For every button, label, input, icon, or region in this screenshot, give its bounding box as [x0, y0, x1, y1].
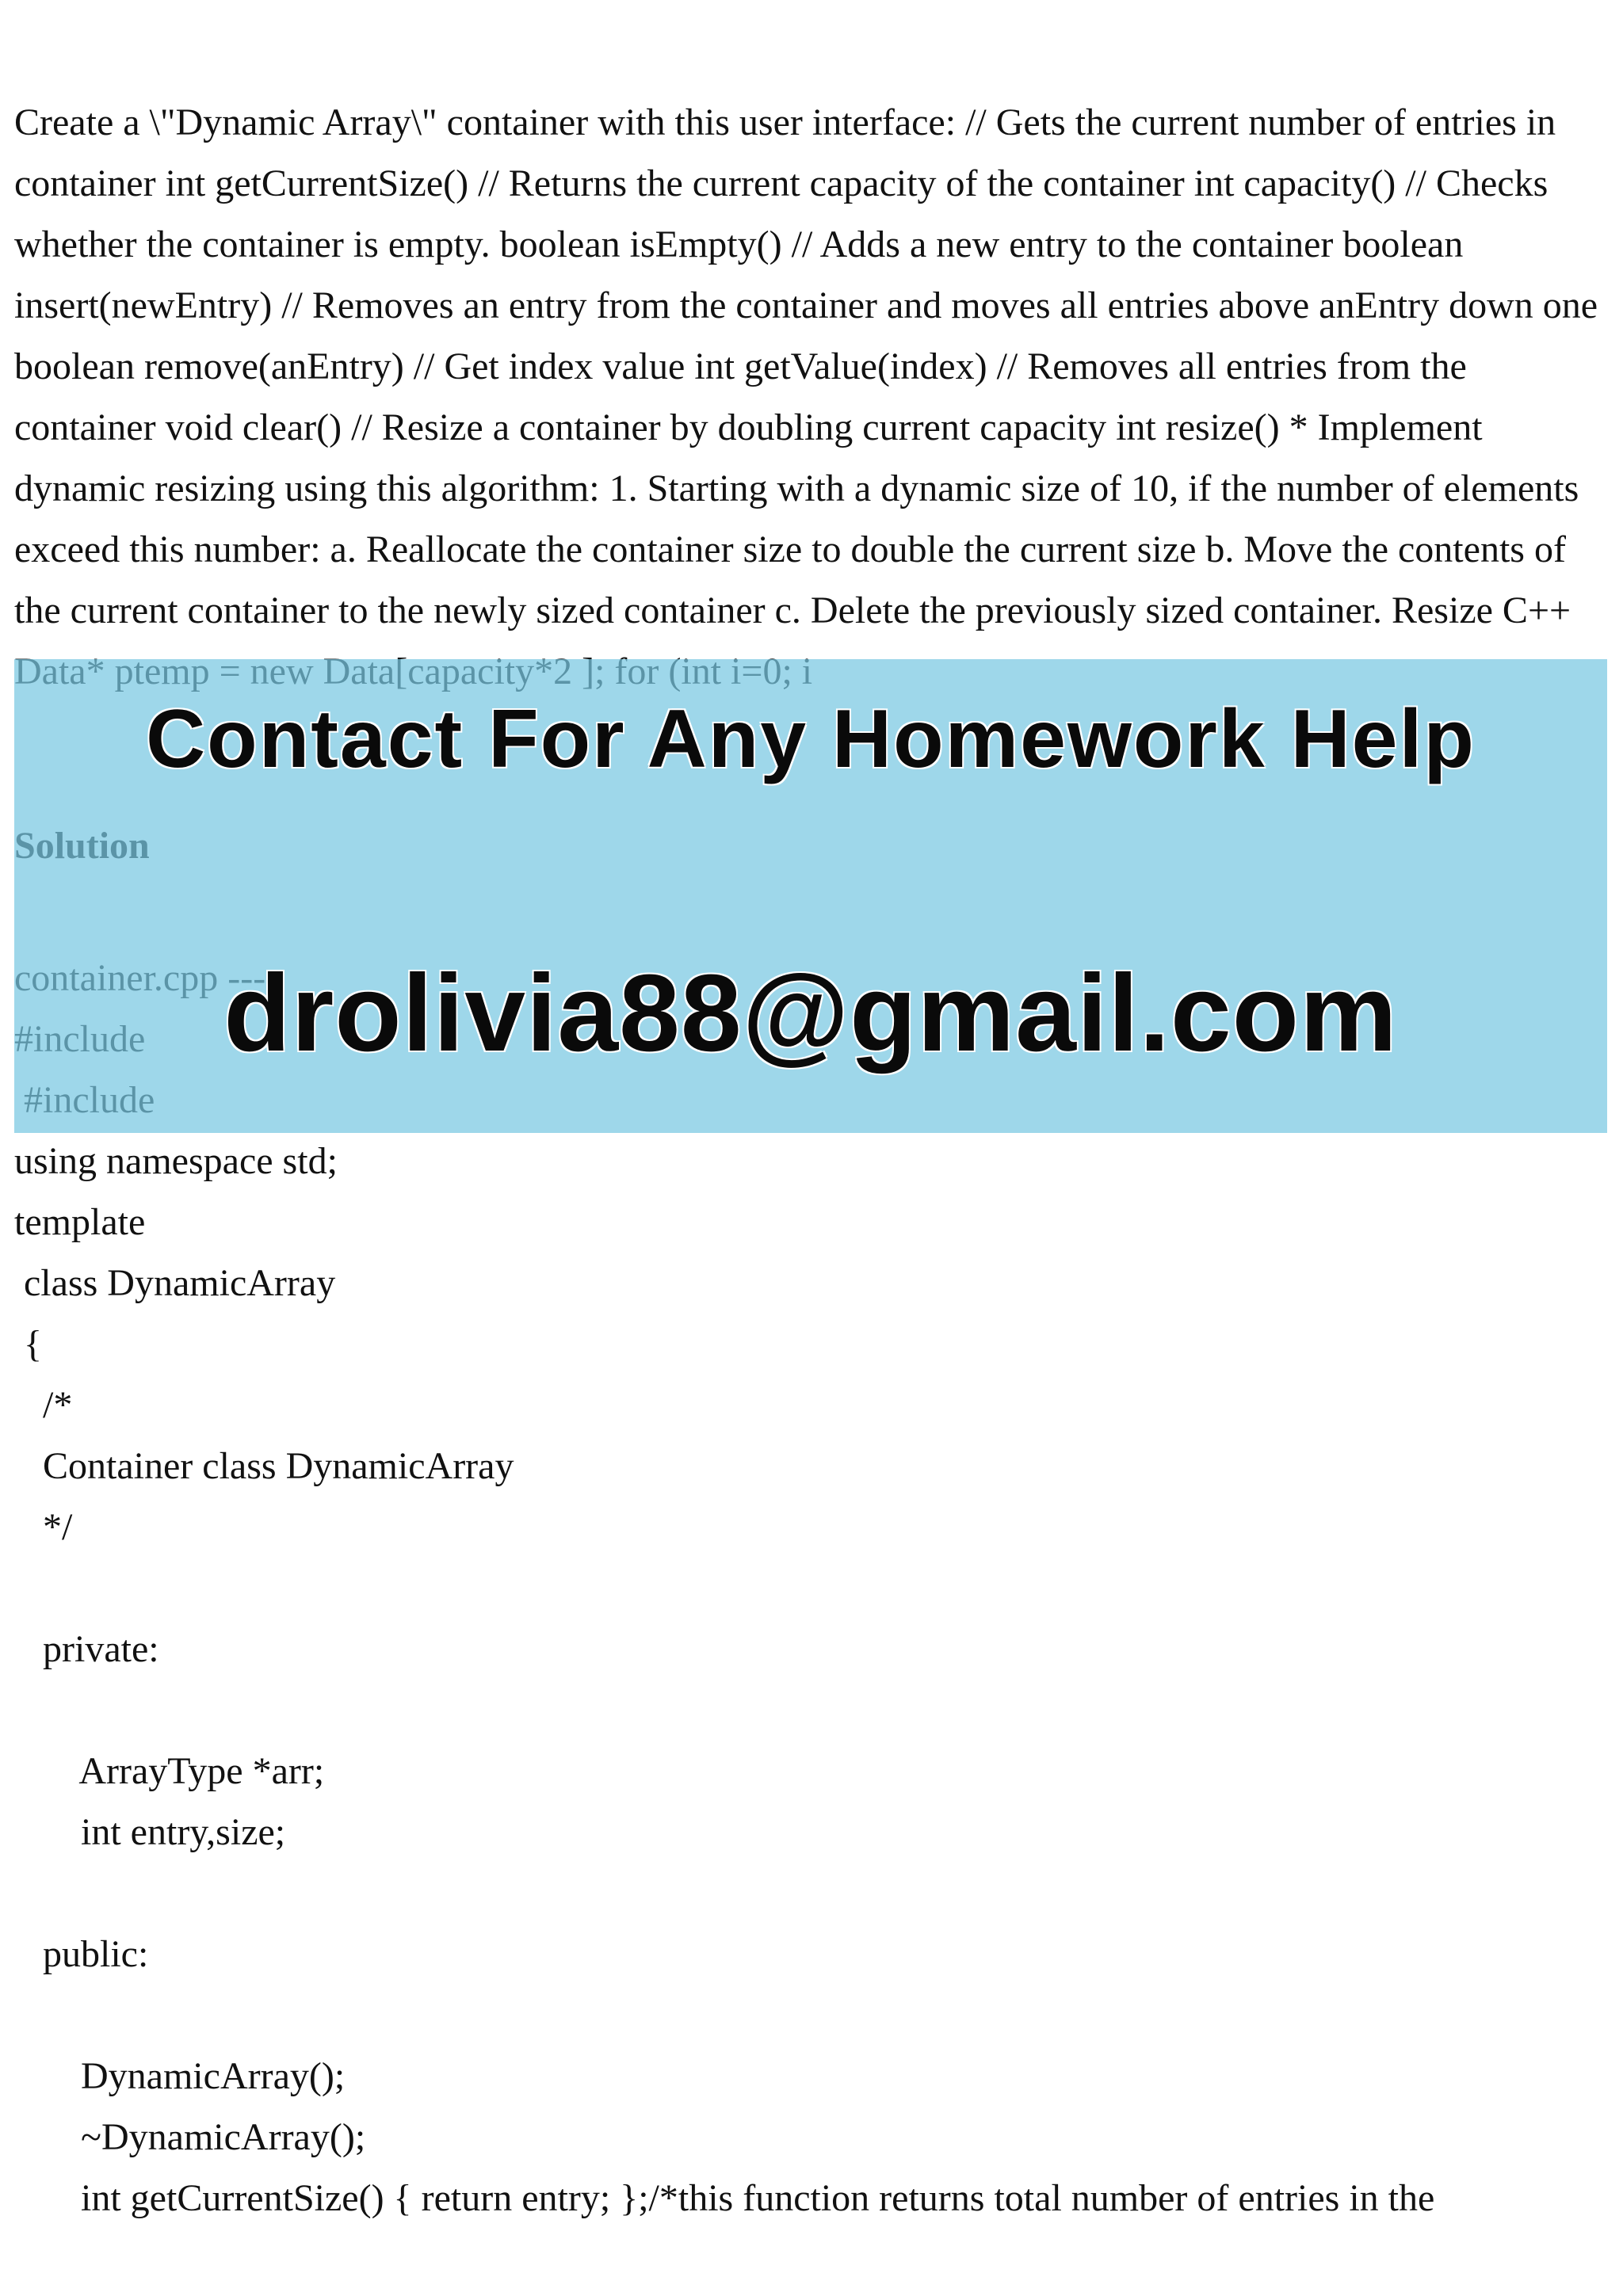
watermark-banner — [14, 659, 1607, 1133]
question-text: Create a \"Dynamic Array\" container with this user interface: // Gets the current number of entries in container int getCurrentSize() // Returns the current capacity of the container int capacity() // Checks whether the container is empty. boolean isEmpty() // Adds a new entry to the container boolean insert(newEntry) // Removes an entry from the container and moves all entries above anEntry down one boolean remove(anEntry) // Get index value int getValue(index) // Removes all entries from the container void clear() // Resize a container by doubling current capacity int resize() * Implement dynamic resizing using this algorithm: 1. Starting with a dynamic size of 10, if the number of elements exceed this number: a. Reallocate the container size to double the current size b. Move the contents of the current container to the newly sized container c. Delete the previously sized container. Resize C++ — [14, 101, 1598, 631]
watermark-contact-text: Contact For Any Homework Help — [146, 693, 1476, 785]
watermark-email-text: drolivia88@gmail.com — [223, 952, 1398, 1074]
solution-code: using namespace std; template class DynamicArray { /* Container class DynamicArray */ private: ArrayType *arr; int entry,size; public: DynamicArray(); ~DynamicArray(); int getCurrentSize() { return entry; };/*this function returns total number of entries in the — [14, 1140, 1435, 2219]
